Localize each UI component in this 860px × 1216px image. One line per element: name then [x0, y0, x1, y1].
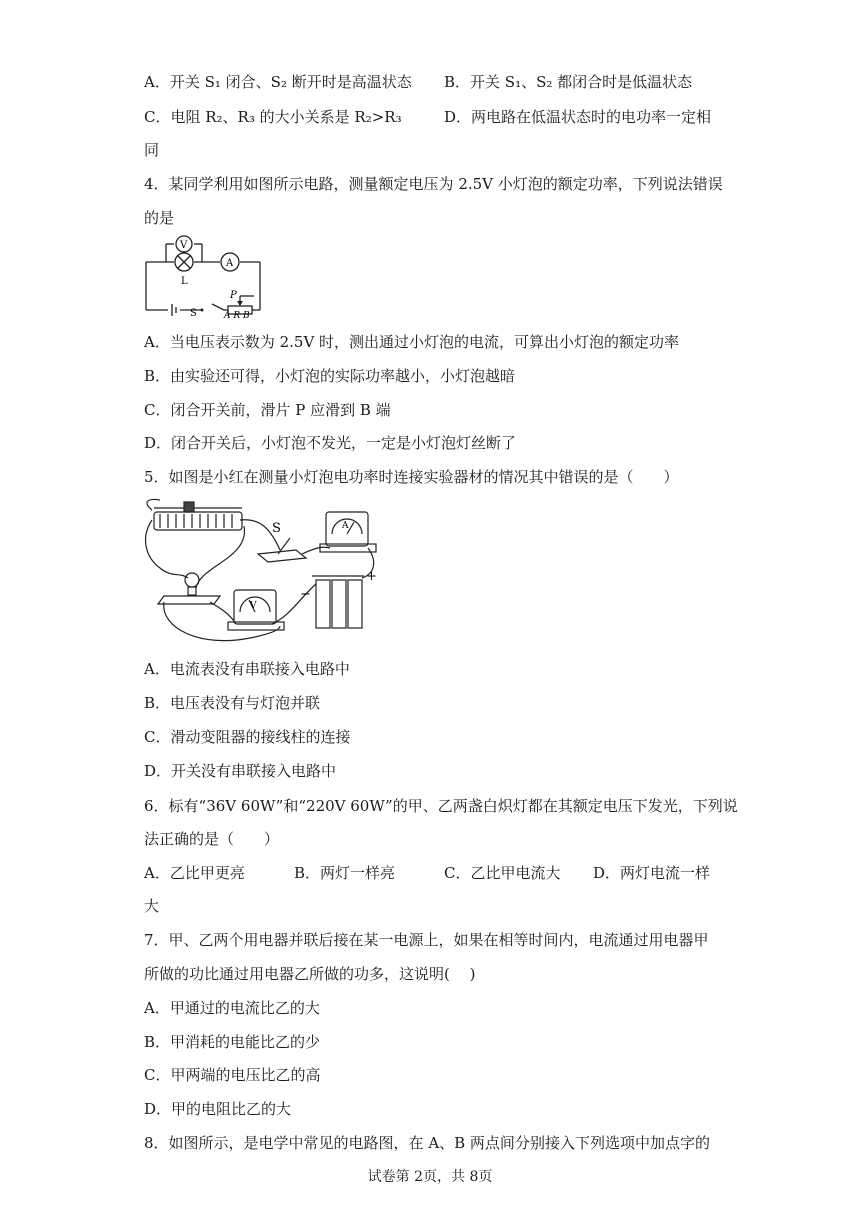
q6-option-a: A．乙比甲更亮: [144, 864, 245, 882]
q5-option-b: B．电压表没有与灯泡并联: [144, 694, 321, 712]
q4-option-b: B．由实验还可得，小灯泡的实际功率越小，小灯泡越暗: [144, 367, 516, 385]
q5-stem: 5．如图是小红在测量小灯泡电功率时连接实验器材的情况其中错误的是（ ）: [144, 468, 679, 486]
q3-option-b: B．开关 S₁、S₂ 都闭合时是低温状态: [444, 73, 693, 91]
q3-option-d-cont: 同: [144, 141, 160, 159]
q7-stem-line1: 7．甲、乙两个用电器并联后接在某一电源上，如果在相等时间内，电流通过用电器甲: [144, 931, 709, 949]
q5-fig-positive-label: +: [366, 569, 377, 584]
q7-option-c: C．甲两端的电压比乙的高: [144, 1066, 321, 1084]
q5-option-c: C．滑动变阻器的接线柱的连接: [144, 728, 351, 746]
q4-fig-switch-label: S: [190, 308, 197, 318]
q6-stem-line2: 法正确的是（ ）: [144, 830, 280, 848]
q3-option-a: A．开关 S₁ 闭合、S₂ 断开时是高温状态: [144, 73, 412, 91]
q4-option-d: D．闭合开关后，小灯泡不发光，一定是小灯泡灯丝断了: [144, 434, 517, 452]
q6-option-d: D．两灯电流一样: [593, 864, 711, 882]
q3-option-d: D．两电路在低温状态时的电功率一定相: [444, 108, 712, 126]
q7-option-a: A．甲通过的电流比乙的大: [144, 999, 320, 1017]
q4-fig-slider-label: P: [230, 290, 237, 301]
q4-fig-lamp-label: L: [181, 276, 188, 287]
q5-fig-voltmeter-label: V: [250, 601, 257, 611]
q4-option-a: A．当电压表示数为 2.5V 时，测出通过小灯泡的电流，可算出小灯泡的额定功率: [144, 333, 680, 351]
q7-stem-line2: 所做的功比通过用电器乙所做的功多，这说明( ): [144, 965, 476, 983]
q7-option-b: B．甲消耗的电能比乙的少: [144, 1033, 321, 1051]
q5-option-a: A．电流表没有串联接入电路中: [144, 660, 350, 678]
q7-option-d: D．甲的电阻比乙的大: [144, 1100, 292, 1118]
q6-option-b: B．两灯一样亮: [294, 864, 396, 882]
q5-apparatus-illustration: [140, 498, 380, 650]
q8-stem-line1: 8．如图所示，是电学中常见的电路图，在 A、B 两点间分别接入下列选项中加点字的: [144, 1134, 710, 1152]
q6-stem-line1: 6．标有“36V 60W”和“220V 60W”的甲、乙两盏白炽灯都在其额定电压下发光，下列说: [144, 797, 738, 815]
q4-stem-line2: 的是: [144, 209, 175, 227]
q4-stem-line1: 4．某同学利用如图所示电路，测量额定电压为 2.5V 小灯泡的额定功率，下列说法错误: [144, 175, 723, 193]
q4-option-c: C．闭合开关前，滑片 P 应滑到 B 端: [144, 401, 391, 419]
q4-circuit-diagram: [140, 234, 270, 318]
q5-fig-ammeter-label: A: [342, 521, 349, 531]
q5-fig-switch-label: S: [272, 521, 281, 536]
q3-option-c: C．电阻 R₂、R₃ 的大小关系是 R₂>R₃: [144, 108, 402, 126]
q5-option-d: D．开关没有串联接入电路中: [144, 762, 337, 780]
q4-fig-voltmeter-label: V: [180, 240, 188, 251]
q5-fig-negative-label: −: [300, 587, 311, 602]
q4-fig-ammeter-label: A: [226, 258, 234, 269]
q4-fig-rheostat-labels: A R B: [224, 311, 250, 318]
q6-option-d-cont: 大: [144, 897, 160, 915]
page-footer: 试卷第 2页，共 8页: [367, 1169, 493, 1185]
q6-option-c: C．乙比甲电流大: [444, 864, 561, 882]
